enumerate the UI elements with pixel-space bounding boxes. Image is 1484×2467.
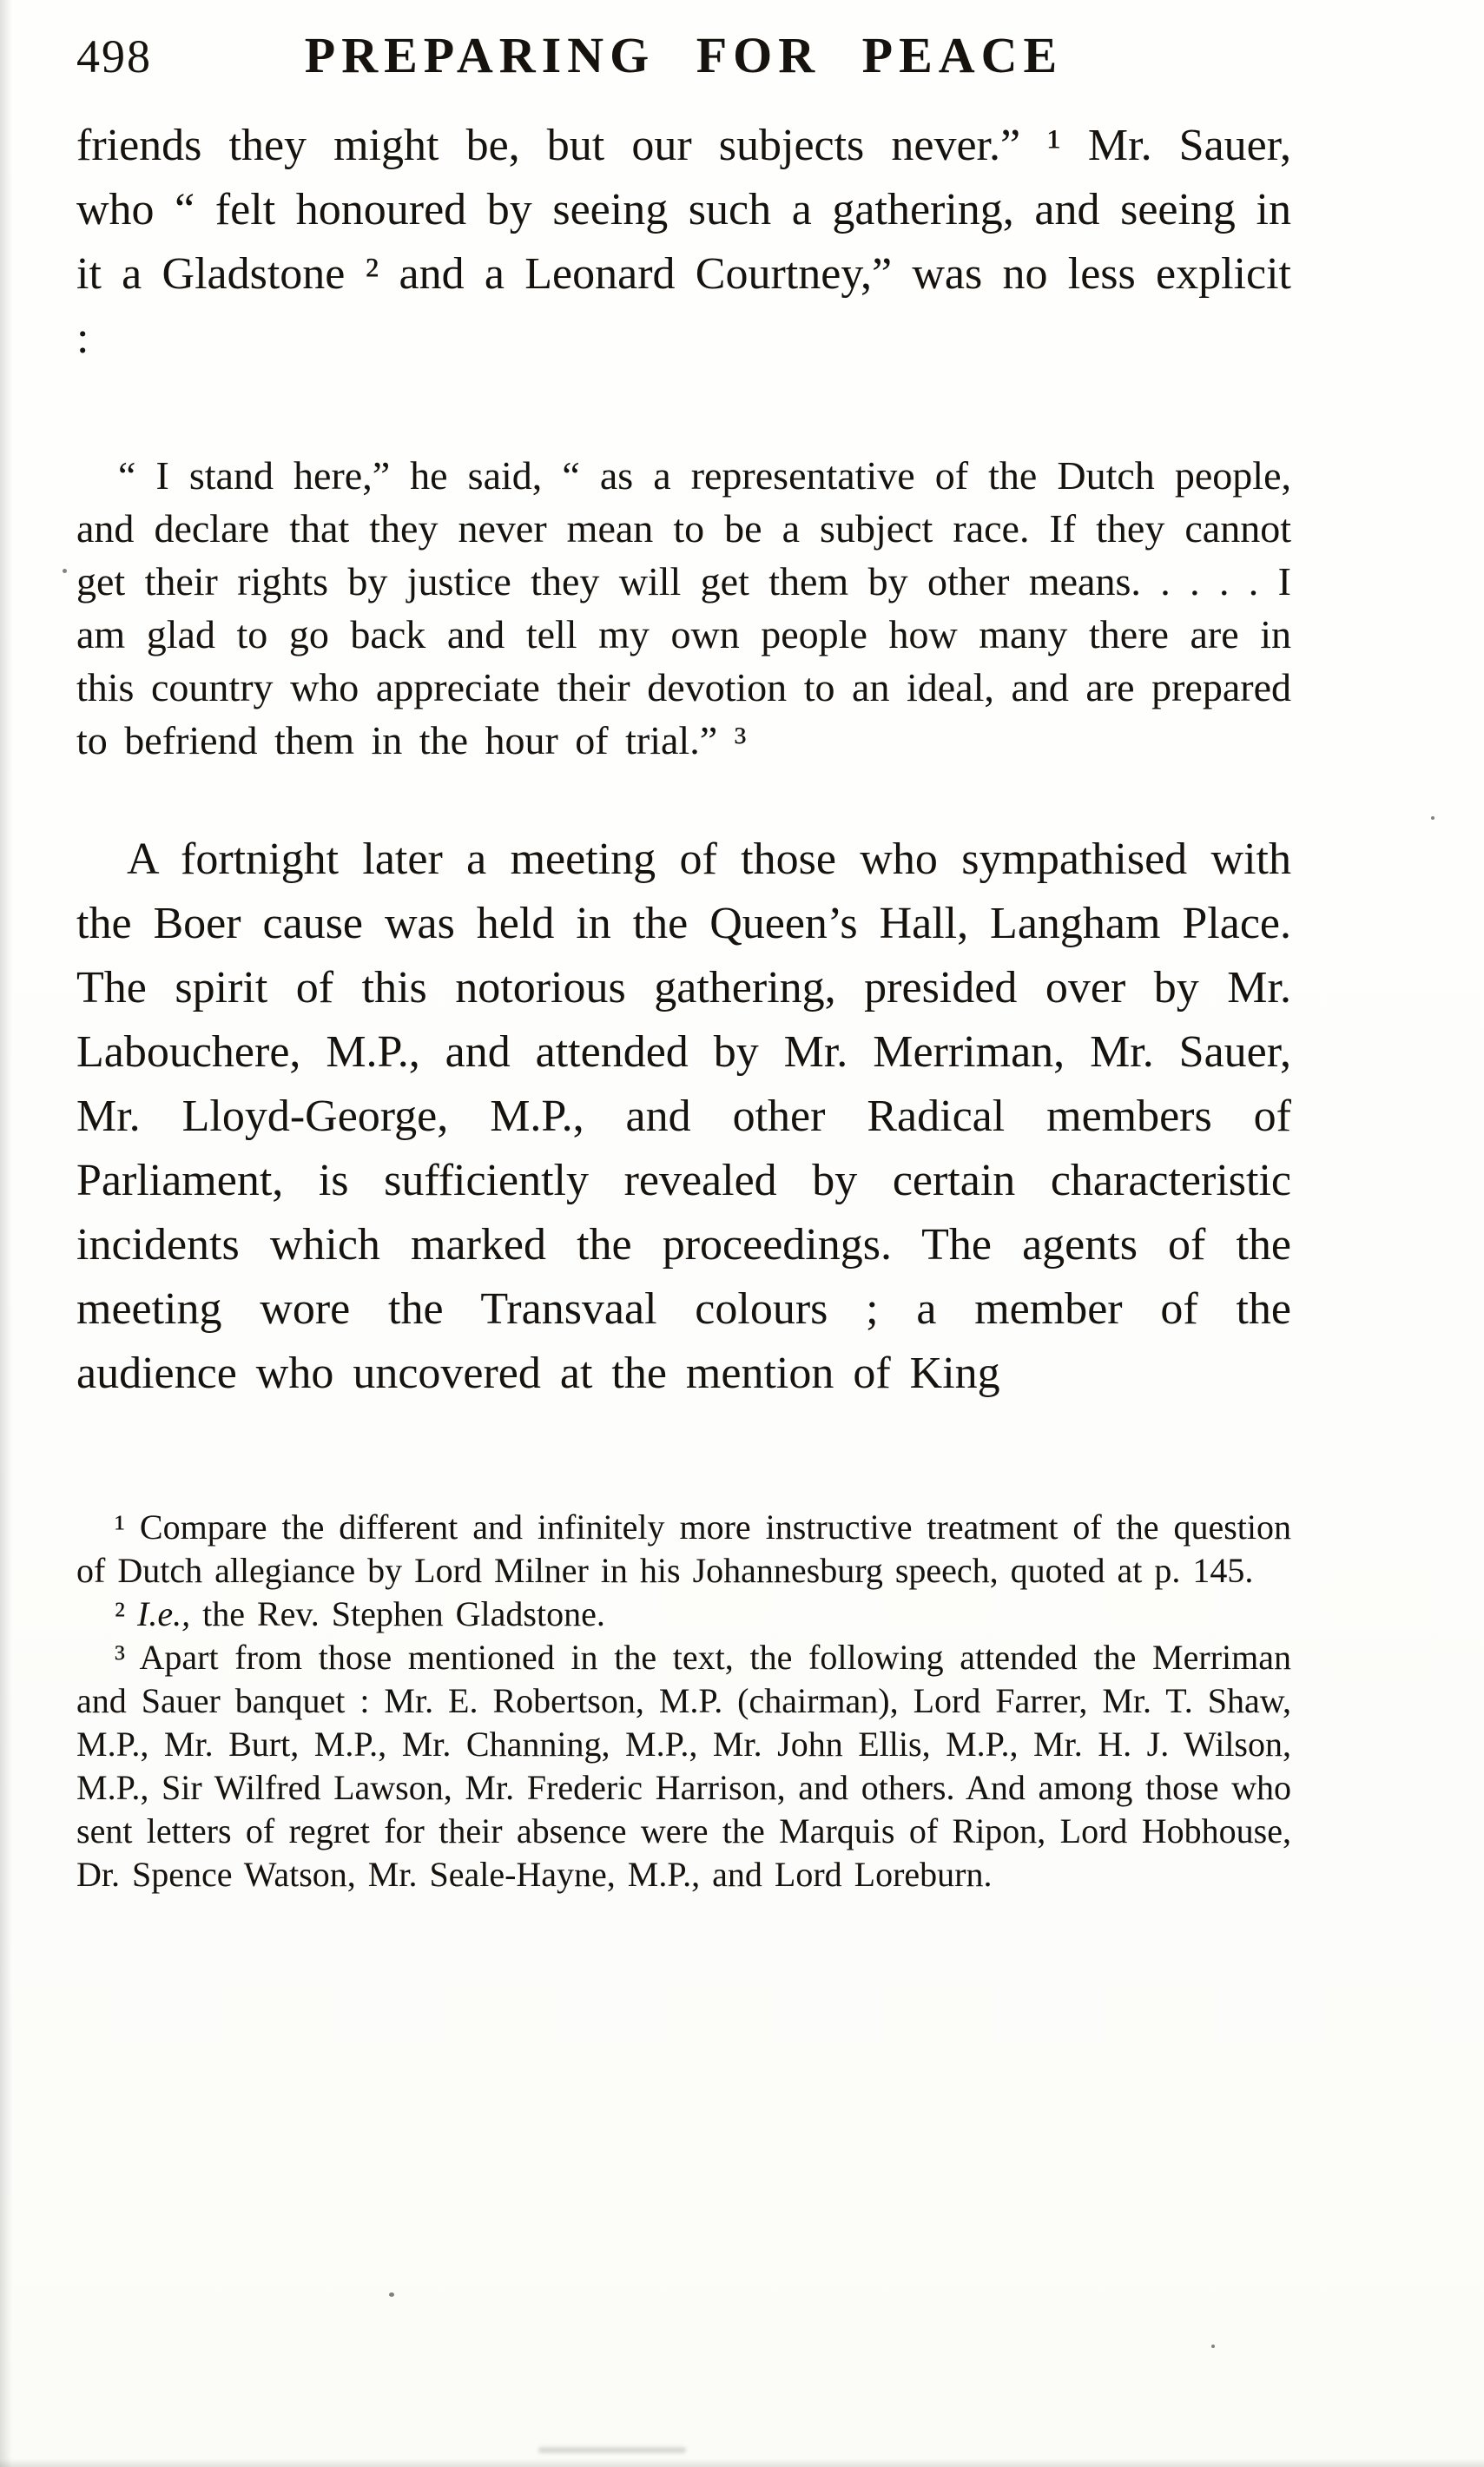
page-header — [76, 26, 1291, 84]
running-title: PREPARING FOR PEACE — [304, 27, 1064, 83]
scan-speckle — [389, 2292, 394, 2297]
scan-edge-artifact-left — [0, 0, 12, 2467]
page-body — [76, 114, 1291, 1406]
footnote-3: ³ Apart from those mentioned in the text, the following attended the Merriman and Sauer banquet : Mr. E. Robertson, M.P. (chairman), Lord Farrer, Mr. T. Shaw, M.P., Mr. Burt, M.P., Mr. Channing, M.P., Mr. John Ellis, M.P., Mr. H. J. Wilson, M.P., Sir Wilfred Lawson, Mr. Frederic Harrison, and others. And among those who sent letters of regret for their absence were the Marquis of Ripon, Lord Hobhouse, Dr. Spence Watson, Mr. Seale-Hayne, M.P., and Lord Loreburn. — [76, 1638, 1291, 1894]
footnote-2 — [76, 1593, 1291, 1636]
scan-smudge — [538, 2447, 686, 2453]
footnote-2-marker: ² — [115, 1594, 137, 1633]
footnote-2-term: I.e., — [137, 1594, 191, 1633]
paragraph-continuation: friends they might be, but our subjects never.” ¹ Mr. Sauer, who “ felt honoured by seeing such a gathering, and seeing in it a Gladstone ² and a Leonard Courtney,” was no less explicit : — [76, 121, 1291, 363]
footnote-1: ¹ Compare the different and infinitely more instructive treatment of the question of Dutch allegiance by Lord Milner in his Johannesburg speech, quoted at p. 145. — [76, 1507, 1291, 1590]
scan-speckle — [1211, 2345, 1215, 2348]
footnotes-section — [76, 1506, 1291, 1896]
footnote-2-text: the Rev. Stephen Gladstone. — [190, 1594, 605, 1633]
scan-speckle — [1431, 816, 1435, 820]
page-number: 498 — [76, 30, 152, 82]
block-quote-sauer-speech: “ I stand here,” he said, “ as a representative of the Dutch people, and declare that they never mean to be a subject race. If they cannot get their rights by justice they will get them by other means. . . . . I am glad to go back and tell my own people how many there are in this country who appreciate their devotion to an ideal, and are prepared to befriend them in the hour of trial.” ³ — [76, 453, 1291, 762]
scan-edge-artifact-bottom — [0, 2458, 1484, 2467]
paragraph-queens-hall-meeting: A fortnight later a meeting of those who sympathised with the Boer cause was held in the Queen’s Hall, Langham Place. The spirit of this notorious gathering, presided over by Mr. Labouchere, M.P., and attended by Mr. Merriman, Mr. Sauer, Mr. Lloyd-George, M.P., and other Radical members of Parliament, is sufficiently revealed by certain characteristic incidents which marked the proceedings. The agents of the meeting wore the Transvaal colours ; a member of the audience who uncovered at the mention of King — [76, 834, 1291, 1398]
scan-speckle — [63, 569, 67, 573]
